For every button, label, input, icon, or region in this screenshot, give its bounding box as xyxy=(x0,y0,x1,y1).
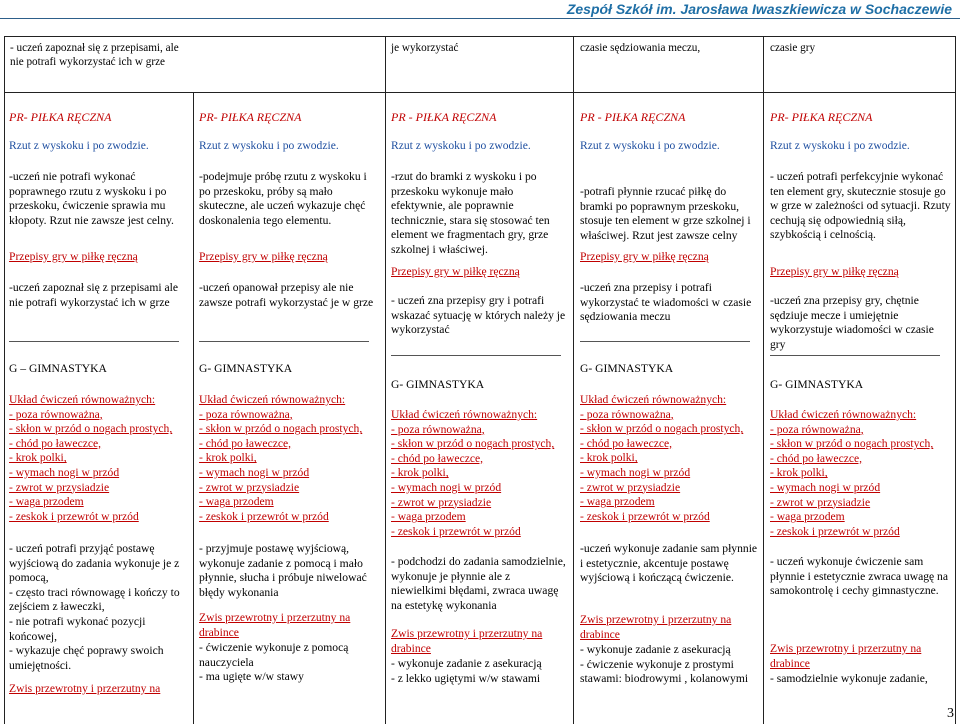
balance-item: - skłon w przód o nogach prostych, xyxy=(391,437,555,451)
column-divider xyxy=(955,36,956,724)
section-subtitle: Rzut z wyskoku i po zwodzie. xyxy=(9,139,149,152)
balance-item: - zeskok i przewrót w przód xyxy=(770,524,900,538)
balance-item: - zwrot w przysiadzie xyxy=(580,480,681,494)
balance-item: - waga przodem xyxy=(770,510,845,524)
balance-item: - waga przodem xyxy=(391,510,466,524)
gymnastics-description: - przyjmuje postawę wyjściową, wykonuje zadanie z pomocą i mało płynnie, słucha i próbuje niwelować błędy wykonania xyxy=(199,542,367,599)
balance-heading: Układ ćwiczeń równoważnych: xyxy=(199,393,346,406)
section-subtitle: Rzut z wyskoku i po zwodzie. xyxy=(770,139,910,152)
section-subtitle: Rzut z wyskoku i po zwodzie. xyxy=(391,139,531,152)
school-name: Zespół Szkół im. Jarosława Iwaszkiewicza w Sochaczewie xyxy=(566,1,952,17)
section-title: PR- PIŁKA RĘCZNA xyxy=(770,110,873,124)
balance-item: - waga przodem xyxy=(199,495,274,509)
balance-item: - skłon w przód o nogach prostych, xyxy=(770,437,934,451)
balance-item: - poza równoważna, xyxy=(770,422,864,436)
swing-heading: Zwis przewrotny i przerzutny na xyxy=(9,682,161,695)
column-divider xyxy=(763,36,764,724)
skill-description: -podejmuje próbę rzutu z wyskoku i po przeskoku, próby są mało skuteczne, ale uczeń wykazuje chęć doskonalenia tego elementu. xyxy=(199,170,367,227)
balance-item: - wymach nogi w przód xyxy=(580,465,691,479)
balance-item: - poza równoważna, xyxy=(9,407,103,421)
rules-heading: Przepisy gry w piłkę ręczną xyxy=(580,250,709,263)
balance-item: - zwrot w przysiadzie xyxy=(9,480,110,494)
balance-item: - zeskok i przewrót w przód xyxy=(580,509,710,523)
rules-description: - uczeń zna przepisy gry i potrafi wskazać sytuację w których należy je wykorzystać xyxy=(391,294,566,337)
top-row-cell-3 xyxy=(391,41,567,55)
section-separator xyxy=(580,341,750,342)
gymnastics-description: - uczeń wykonuje ćwiczenie sam płynnie i estetycznie zwraca uwagę na samokontrolę i cechy gimnastyczne. xyxy=(770,555,949,598)
balance-item: - krok polki, xyxy=(770,466,828,480)
section-separator xyxy=(391,355,561,356)
section-separator xyxy=(199,341,369,342)
balance-item: - chód po ławeczce, xyxy=(580,436,673,450)
swing-heading: Zwis przewrotny i przerzutny na drabince xyxy=(770,642,922,670)
swing-description: - wykonuje zadanie z asekuracją - z lekko ugiętymi w/w stawami xyxy=(391,657,542,685)
balance-exercise-block xyxy=(391,408,567,539)
rules-heading: Przepisy gry w piłkę ręczną xyxy=(770,265,899,278)
skill-description: - uczeń potrafi perfekcyjnie wykonać ten element gry, skutecznie stosuje go w grze w zależności od sytuacji. Rzuty cechują się odpowiednią siłą, szybkością i celnością. xyxy=(770,170,951,242)
balance-item: - krok polki, xyxy=(9,451,67,465)
table-top-border xyxy=(4,36,956,37)
balance-item: - chód po ławeczce, xyxy=(9,436,102,450)
balance-item: - krok polki, xyxy=(391,466,449,480)
balance-item: - wymach nogi w przód xyxy=(9,465,120,479)
gymnastics-title: G- GIMNASTYKA xyxy=(580,362,674,375)
top-row-cell-4 xyxy=(580,41,756,55)
top-row-text: je wykorzystać xyxy=(391,42,459,54)
balance-exercise-block xyxy=(199,393,379,524)
balance-heading: Układ ćwiczeń równoważnych: xyxy=(580,393,727,406)
top-row-text: czasie gry xyxy=(770,42,816,54)
section-title: PR - PIŁKA RĘCZNA xyxy=(580,110,686,124)
balance-item: - krok polki, xyxy=(580,451,638,465)
balance-item: - waga przodem xyxy=(9,495,84,509)
rules-description: -uczeń zna przepisy gry, chętnie sędziuje mecze i umiejętnie wykorzystuje wiadomości w czasie gry xyxy=(770,294,934,351)
section-subtitle: Rzut z wyskoku i po zwodzie. xyxy=(580,139,720,152)
balance-exercise-block xyxy=(770,408,952,539)
balance-exercise-block xyxy=(580,393,758,524)
section-title: PR- PIŁKA RĘCZNA xyxy=(199,110,302,124)
rules-description: -uczeń zapoznał się z przepisami ale nie potrafi wykorzystać ich w grze xyxy=(9,281,178,309)
section-separator xyxy=(770,355,940,356)
page-number: 3 xyxy=(947,706,954,721)
balance-item: - zeskok i przewrót w przód xyxy=(9,509,139,523)
swing-description: - samodzielnie wykonuje zadanie, xyxy=(770,672,928,685)
balance-item: - chód po ławeczce, xyxy=(770,451,863,465)
balance-item: - poza równoważna, xyxy=(391,422,485,436)
column-divider xyxy=(385,36,386,724)
rules-description: -uczeń opanował przepisy ale nie zawsze potrafi wykorzystać je w grze xyxy=(199,281,374,309)
balance-heading: Układ ćwiczeń równoważnych: xyxy=(391,408,538,421)
rules-description: -uczeń zna przepisy i potrafi wykorzystać te wiadomości w czasie sędziowania meczu xyxy=(580,281,752,324)
rules-heading: Przepisy gry w piłkę ręczną xyxy=(9,250,138,263)
gymnastics-title: G – GIMNASTYKA xyxy=(9,362,107,375)
balance-item: - zwrot w przysiadzie xyxy=(770,495,871,509)
swing-description: - ćwiczenie wykonuje z pomocą nauczyciela - ma ugięte w/w stawy xyxy=(199,641,349,684)
section-title: PR - PIŁKA RĘCZNA xyxy=(391,110,497,124)
swing-heading: Zwis przewrotny i przerzutny na drabince xyxy=(391,627,543,655)
balance-item: - wymach nogi w przód xyxy=(199,465,310,479)
balance-item: - skłon w przód o nogach prostych, xyxy=(580,422,744,436)
gymnastics-description: -uczeń wykonuje zadanie sam płynnie i estetycznie, akcentuje postawę wyjściową i kończącą ćwiczenie. xyxy=(580,542,758,585)
swing-heading: Zwis przewrotny i przerzutny na drabince xyxy=(580,613,732,641)
balance-item: - zwrot w przysiadzie xyxy=(199,480,300,494)
balance-item: - zwrot w przysiadzie xyxy=(391,495,492,509)
gymnastics-title: G- GIMNASTYKA xyxy=(199,362,293,375)
balance-item: - poza równoważna, xyxy=(199,407,293,421)
balance-item: - poza równoważna, xyxy=(580,407,674,421)
skill-description: -potrafi płynnie rzucać piłkę do bramki po poprawnym przeskoku, stosuje ten element w grze szkolnej i właściwej. Rzut jest zawsze celny xyxy=(580,185,751,242)
swing-description: - wykonuje zadanie z asekuracją - ćwiczenie wykonuje z prostymi stawami: biodrowymi , kolanowymi xyxy=(580,643,749,686)
balance-item: - wymach nogi w przód xyxy=(391,480,502,494)
gymnastics-title: G- GIMNASTYKA xyxy=(770,378,864,391)
top-row-text: - uczeń zapoznał się z przepisami, ale nie potrafi wykorzystać ich w grze xyxy=(10,42,179,69)
column-divider xyxy=(573,36,574,724)
top-row-text: czasie sędziowania meczu, xyxy=(580,42,701,54)
column-divider xyxy=(4,36,5,724)
top-row-cell-1 xyxy=(10,41,186,69)
section-subtitle: Rzut z wyskoku i po zwodzie. xyxy=(199,139,339,152)
balance-item: - wymach nogi w przód xyxy=(770,480,881,494)
balance-item: - waga przodem xyxy=(580,495,655,509)
skill-description: -uczeń nie potrafi wykonać poprawnego rzutu z wyskoku i po przeskoku, ćwiczenie sprawia mu kłopoty. Rzut nie zawsze jest celny. xyxy=(9,170,174,227)
rules-heading: Przepisy gry w piłkę ręczną xyxy=(391,265,520,278)
gymnastics-title: G- GIMNASTYKA xyxy=(391,378,485,391)
skill-description: -rzut do bramki z wyskoku i po przeskoku wykonuje mało efektywnie, ale poprawnie technicznie, stara się stosować ten element we fragmentach gry, grze szkolnej i właściwej. xyxy=(391,170,550,256)
balance-item: - krok polki, xyxy=(199,451,257,465)
page-header xyxy=(0,0,960,19)
balance-item: - chód po ławeczce, xyxy=(391,451,484,465)
gymnastics-description: - podchodzi do zadania samodzielnie, wykonuje je płynnie ale z niewielkimi błędami, zwraca uwagę na estetykę wykonania xyxy=(391,555,566,612)
balance-heading: Układ ćwiczeń równoważnych: xyxy=(770,408,917,421)
rules-heading: Przepisy gry w piłkę ręczną xyxy=(199,250,328,263)
column-divider xyxy=(193,92,194,724)
swing-heading: Zwis przewrotny i przerzutny na drabince xyxy=(199,611,351,639)
balance-item: - chód po ławeczce, xyxy=(199,436,292,450)
gymnastics-description: - uczeń potrafi przyjąć postawę wyjściową do zadania wykonuje je z pomocą, - często traci równowagę i kończy to zejściem z ławeczki, - nie potrafi wykonać pozycji końcowej, - wykazuje chęć poprawy swoich umiejętności. xyxy=(9,542,180,672)
balance-item: - zeskok i przewrót w przód xyxy=(391,524,521,538)
balance-item: - skłon w przód o nogach prostych, xyxy=(9,422,173,436)
section-separator xyxy=(9,341,179,342)
row-divider xyxy=(4,92,956,93)
balance-heading: Układ ćwiczeń równoważnych: xyxy=(9,393,156,406)
top-row-cell-5 xyxy=(770,41,950,55)
section-title: PR- PIŁKA RĘCZNA xyxy=(9,110,112,124)
balance-item: - zeskok i przewrót w przód xyxy=(199,509,329,523)
balance-item: - skłon w przód o nogach prostych, xyxy=(199,422,363,436)
balance-exercise-block xyxy=(9,393,187,524)
